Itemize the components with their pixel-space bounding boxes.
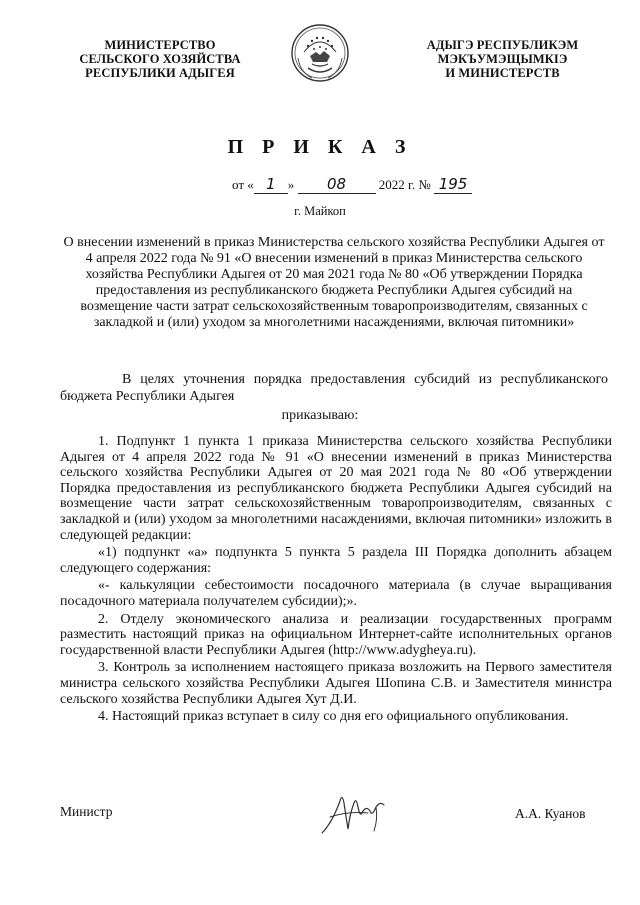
header-left-line: СЕЛЬСКОГО ХОЗЯЙСТВА [79,52,241,66]
signatory-name: А.А. Куанов [515,806,586,821]
header-left-line: РЕСПУБЛИКИ АДЫГЕЯ [85,66,235,80]
date-prefix: от « [232,177,254,192]
number-prefix: № [418,177,431,192]
document-number: 195 [434,175,472,194]
document-title: П Р И К А З [227,136,413,158]
body-paragraph: 2. Отделу экономического анализа и реализации государственных программ разместить настоящий приказ на официальном Интернет-сайте исполнительных органов государственной власти Республики Адыгея (http://www.adygheya.ru). [60,611,612,658]
header-right-line: МЭКЪУМЭЩЫМКIЭ [437,52,568,66]
city: г. Майкоп [294,204,346,218]
order-word: приказываю: [281,408,359,423]
date-year: 2022 г. [378,177,416,192]
coat-of-arms-icon [290,22,350,84]
body-paragraph: 4. Настоящий приказ вступает в силу со дня его официального опубликования. [98,709,569,725]
order-body [60,434,612,727]
date-separator: » [287,177,295,192]
signatory-role: Министр [60,804,113,819]
body-paragraph: 3. Контроль за исполнением настоящего приказа возложить на Первого заместителя министра сельского хозяйства Республики Адыгея Шопина С.В. и Заместителя министра сельского хозяйства Республики Адыгея Хут Д.И. [60,660,612,707]
ministry-name-russian [70,38,250,80]
ministry-name-adyghe [400,38,605,80]
subject-heading: О внесении изменений в приказ Министерства сельского хозяйства Республики Адыгея от 4 апреля 2022 года № 91 «О внесении изменений в приказ Министерства сельского хозяйства Республики Адыгея от 20 мая 2021 года № 80 «Об утверждении Порядка предоставления из республиканского бюджета Республики Адыгея субсидий на возмещение части затрат сельскохозяйственным товаропроизводителям, связанных с закладкой и (или) уходом за многолетними насаждениями, включая питомники» [63,235,605,330]
date-line [232,175,472,194]
body-paragraph: «1) подпункт «а» подпункта 5 пункта 5 раздела III Порядка дополнить абзацем следующего содержания: [60,545,612,576]
date-day: 1 [254,175,288,194]
preamble: В целях уточнения порядка предоставления субсидий из республиканского бюджета Республики Адыгея [60,372,608,404]
date-month: 08 [298,175,376,194]
body-paragraph: 1. Подпункт 1 пункта 1 приказа Министерства сельского хозяйства Республики Адыгея от 4 апреля 2022 года № 91 «О внесении изменений в приказ Министерства сельского хозяйства Республики Адыгея от 20 мая 2021 года № 80 «Об утверждении Порядка предоставления из республиканского бюджета Республики Адыгея субсидий на возмещение части затрат сельскохозяйственным товаропроизводителям, связанных с закладкой и (или) уходом за многолетними насаждениями, включая питомники» изложить в следующей редакции: [60,434,612,543]
header-left-line: МИНИСТЕРСТВО [104,38,216,52]
handwritten-signature-icon [318,783,394,839]
body-paragraph: «- калькуляции себестоимости посадочного материала (в случае выращивания посадочного материала получателем субсидии);». [60,578,612,609]
header-right-line: АДЫГЭ РЕСПУБЛИКЭМ [426,38,579,52]
header-right-line: И МИНИСТЕРСТВ [445,66,560,80]
